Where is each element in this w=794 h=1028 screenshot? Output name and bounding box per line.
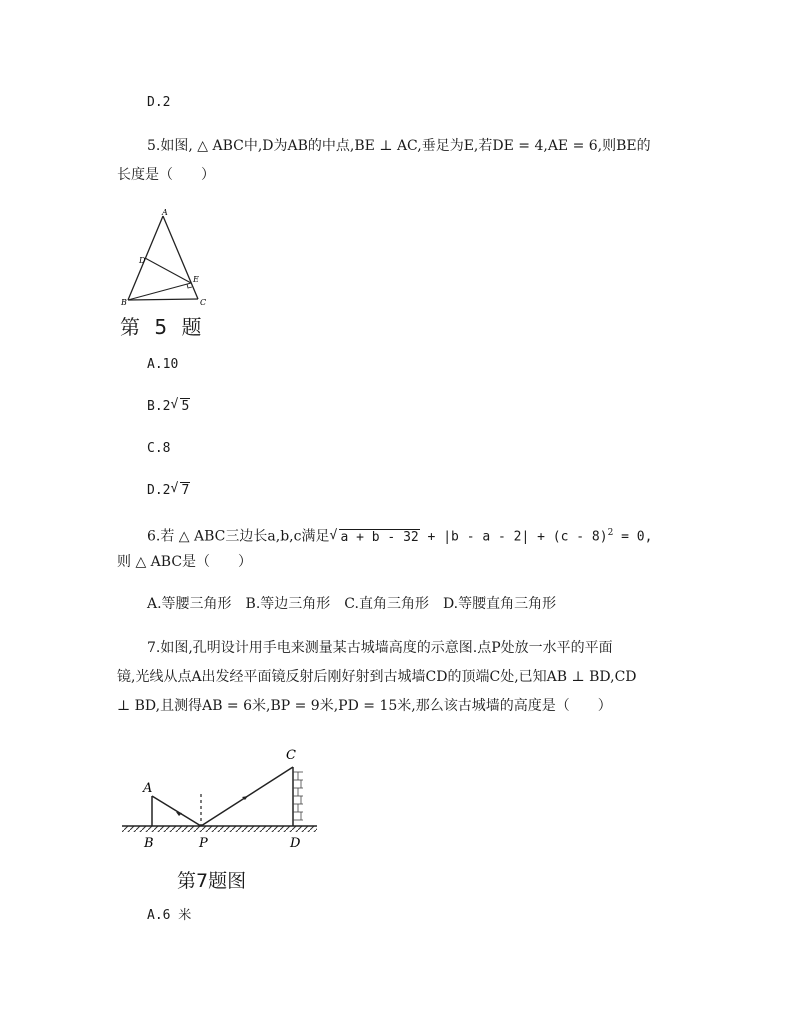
q5-option-b-radicand: 5	[181, 399, 190, 414]
q7-label-a: A	[143, 781, 153, 796]
q6-options: A.等腰三角形 B.等边三角形 C.直角三角形 D.等腰直角三角形	[147, 596, 557, 612]
wall-bricks	[293, 772, 303, 820]
q5-option-b-prefix: B.2	[147, 399, 171, 414]
q7-stem-line3: ⊥ BD,且测得AB = 6米,BP = 9米,PD = 15米,那么该古城墙的高度是（ ）	[117, 698, 612, 714]
q7-figure-caption: 第7题图	[177, 870, 247, 892]
incident-ray	[152, 796, 201, 826]
sqrt-symbol: √ 7	[170, 481, 190, 498]
q7-option-a: A.6 米	[147, 908, 192, 923]
q7-label-c: C	[286, 748, 296, 763]
q7-label-b: B	[144, 836, 154, 848]
q6-stem-middle: + |b - a - 2| + (c - 8)	[419, 529, 608, 545]
sqrt-symbol: √ 5	[170, 397, 190, 414]
q5-triangle-figure	[118, 208, 218, 310]
q6-stem-line1	[147, 523, 652, 548]
q5-option-d-prefix: D.2	[147, 483, 171, 498]
q5-stem-line1: 5.如图, △ ABC中,D为AB的中点,BE ⊥ AC,垂足为E,若DE = 4,AE = 6,则BE的	[147, 138, 651, 154]
ground-hatch	[122, 826, 317, 832]
q4-option-d: D.2	[147, 95, 171, 110]
q5-label-e: E	[193, 275, 199, 284]
q7-wall-figure	[118, 740, 324, 848]
q5-label-b: B	[121, 298, 127, 307]
q5-option-a: A.10	[147, 357, 179, 372]
q5-label-c: C	[200, 298, 207, 307]
q5-stem-line2: 长度是（ ）	[117, 167, 215, 183]
q5-option-b	[147, 397, 190, 417]
q5-option-d-radicand: 7	[181, 483, 190, 498]
q7-label-p: P	[199, 836, 208, 848]
q6-stem-prefix: 6.若 △ ABC三边长a,b,c满足	[147, 528, 330, 545]
q7-stem-line1: 7.如图,孔明设计用手电来测量某古城墙高度的示意图.点P处放一水平的平面	[147, 640, 613, 656]
q6-radicand: a + b - 32	[340, 529, 419, 545]
q7-stem-line2: 镜,光线从点A出发经平面镜反射后刚好射到古城墙CD的顶端C处,已知AB ⊥ BD,CD	[117, 669, 637, 685]
q6-stem-line2: 则 △ ABC是（ ）	[117, 554, 253, 570]
q5-option-c: C.8	[147, 441, 171, 456]
sqrt-symbol: √ a + b - 32	[329, 527, 419, 545]
q7-label-d: D	[290, 836, 301, 848]
q5-figure-caption: 第 5 题	[120, 315, 206, 339]
q5-option-d	[147, 481, 190, 501]
q5-label-d: D	[139, 256, 146, 265]
q6-exponent: 2	[607, 528, 614, 538]
q6-stem-suffix: = 0,	[613, 529, 653, 545]
q5-label-a: A	[162, 208, 168, 217]
